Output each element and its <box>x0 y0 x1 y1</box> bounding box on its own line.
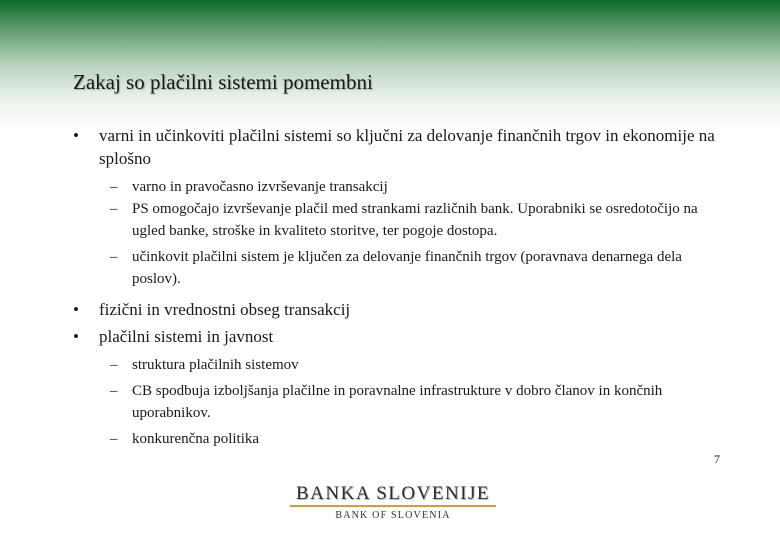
sub-bullet-text: konkurenčna politika <box>132 431 260 447</box>
dash-marker: – <box>110 431 118 447</box>
bullet-text: varni in učinkoviti plačilni sistemi so ključni za delovanje finančnih trgov in ekonomije na splošno <box>99 126 715 168</box>
sub-bullet-item <box>0 380 780 424</box>
bank-logo <box>290 484 496 521</box>
logo-text: BANKA SLOVENIJE <box>290 484 496 507</box>
sub-bullet-item <box>0 354 780 376</box>
sub-bullet-item <box>0 428 780 450</box>
sub-bullet-text: varno in pravočasno izvrševanje transakcij <box>132 179 388 195</box>
sub-bullet-item <box>0 198 780 242</box>
slide-content <box>0 124 780 450</box>
dash-marker: – <box>110 357 118 373</box>
bullet-item <box>0 298 780 321</box>
page-number: 7 <box>714 452 720 466</box>
bullet-text: fizični in vrednostni obseg transakcij <box>99 300 351 319</box>
bullet-item <box>0 325 780 348</box>
bullet-marker: • <box>73 327 79 346</box>
logo-subtext: BANK OF SLOVENIA <box>335 510 451 521</box>
dash-marker: – <box>110 383 118 399</box>
dash-marker: – <box>110 201 118 217</box>
sub-bullet-item <box>0 246 780 290</box>
sub-bullet-text: CB spodbuja izboljšanja plačilne in poravnalne infrastrukture v dobro članov in končnih uporabnikov. <box>132 383 663 421</box>
sub-bullet-item <box>0 176 780 198</box>
dash-marker: – <box>110 249 118 265</box>
sub-bullet-text: PS omogočajo izvrševanje plačil med strankami različnih bank. Uporabniki se osredotočijo na ugled banke, stroške in kvaliteto storitve, ter pogoje dostopa. <box>132 201 698 239</box>
bullet-marker: • <box>73 126 79 145</box>
bullet-marker: • <box>73 300 79 319</box>
bullet-text: plačilni sistemi in javnost <box>99 327 274 346</box>
slide-title: Zakaj so plačilni sistemi pomembni <box>73 70 373 94</box>
bullet-item <box>0 124 780 170</box>
sub-bullet-text: učinkovit plačilni sistem je ključen za delovanje finančnih trgov (poravnava denarnega dela poslov). <box>132 249 682 287</box>
dash-marker: – <box>110 179 118 195</box>
sub-bullet-text: struktura plačilnih sistemov <box>132 357 299 373</box>
header-gradient-band <box>0 0 780 130</box>
